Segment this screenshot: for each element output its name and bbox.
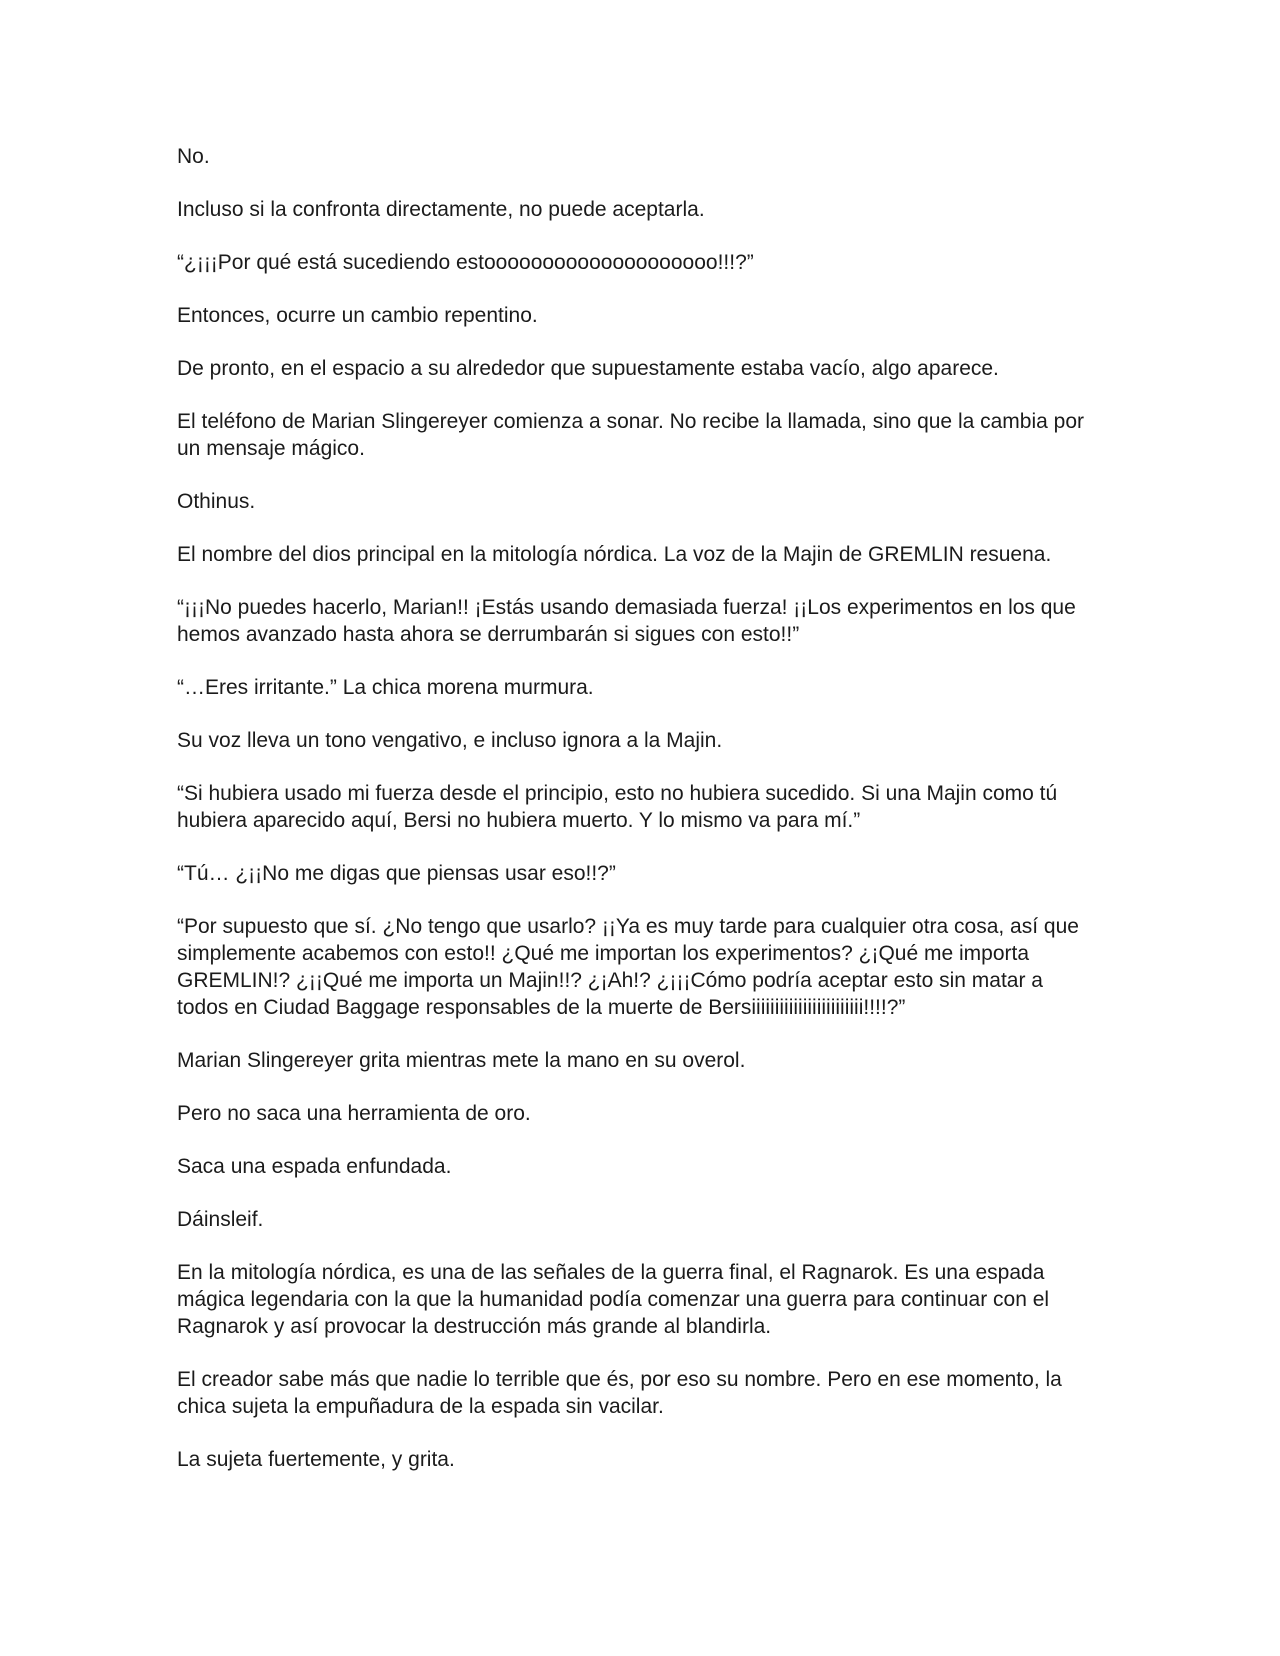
paragraph: El creador sabe más que nadie lo terrible que és, por eso su nombre. Pero en ese momento, la chica sujeta la empuñadura de la espada sin vacilar. [177,1368,1062,1418]
paragraph: Saca una espada enfundada. [177,1155,452,1178]
paragraph: El nombre del dios principal en la mitología nórdica. La voz de la Majin de GREMLIN resuena. [177,543,1052,566]
paragraph: Su voz lleva un tono vengativo, e incluso ignora a la Majin. [177,729,723,752]
paragraph: “Tú… ¿¡¡No me digas que piensas usar eso!!?” [177,862,616,885]
paragraph: Dáinsleif. [177,1208,264,1231]
paragraph: El teléfono de Marian Slingereyer comienza a sonar. No recibe la llamada, sino que la cambia por un mensaje mágico. [177,410,1084,460]
paragraph: La sujeta fuertemente, y grita. [177,1448,455,1471]
paragraph: Marian Slingereyer grita mientras mete la mano en su overol. [177,1049,746,1072]
paragraph: Entonces, ocurre un cambio repentino. [177,304,538,327]
paragraph: Pero no saca una herramienta de oro. [177,1102,531,1125]
paragraph: “¿¡¡¡Por qué está sucediendo estoooooooooooooooooooo!!!?” [177,251,754,274]
paragraph: Incluso si la confronta directamente, no puede aceptarla. [177,198,705,221]
paragraph: Othinus. [177,490,256,513]
paragraph: “…Eres irritante.” La chica morena murmura. [177,676,594,699]
paragraph: En la mitología nórdica, es una de las señales de la guerra final, el Ragnarok. Es una espada mágica legendaria con la que la humanidad podía comenzar una guerra para continuar con el Ragnarok y así provocar la destrucción más grande al blandirla. [177,1261,1050,1338]
paragraph: “Por supuesto que sí. ¿No tengo que usarlo? ¡¡Ya es muy tarde para cualquier otra cosa, así que simplemente acabemos con esto!! ¿Qué me importan los experimentos? ¿¡Qué me importa GREMLIN!? ¿¡¡Qué me importa un Majin!!? ¿¡Ah!? ¿¡¡¡Cómo podría aceptar esto sin matar a todos en Ciudad Baggage responsables de la muerte de Bersiiiiiiiiiiiiiiiiiiiiiiii!!!!?” [177,915,1079,1019]
document-body [177,143,1097,1499]
paragraph: De pronto, en el espacio a su alrededor que supuestamente estaba vacío, algo aparece. [177,357,999,380]
paragraph: No. [177,145,210,168]
paragraph: “Si hubiera usado mi fuerza desde el principio, esto no hubiera sucedido. Si una Majin como tú hubiera aparecido aquí, Bersi no hubiera muerto. Y lo mismo va para mí.” [177,782,1058,832]
paragraph: “¡¡¡No puedes hacerlo, Marian!! ¡Estás usando demasiada fuerza! ¡¡Los experimentos en los que hemos avanzado hasta ahora se derrumbarán si sigues con esto!!” [177,596,1076,646]
